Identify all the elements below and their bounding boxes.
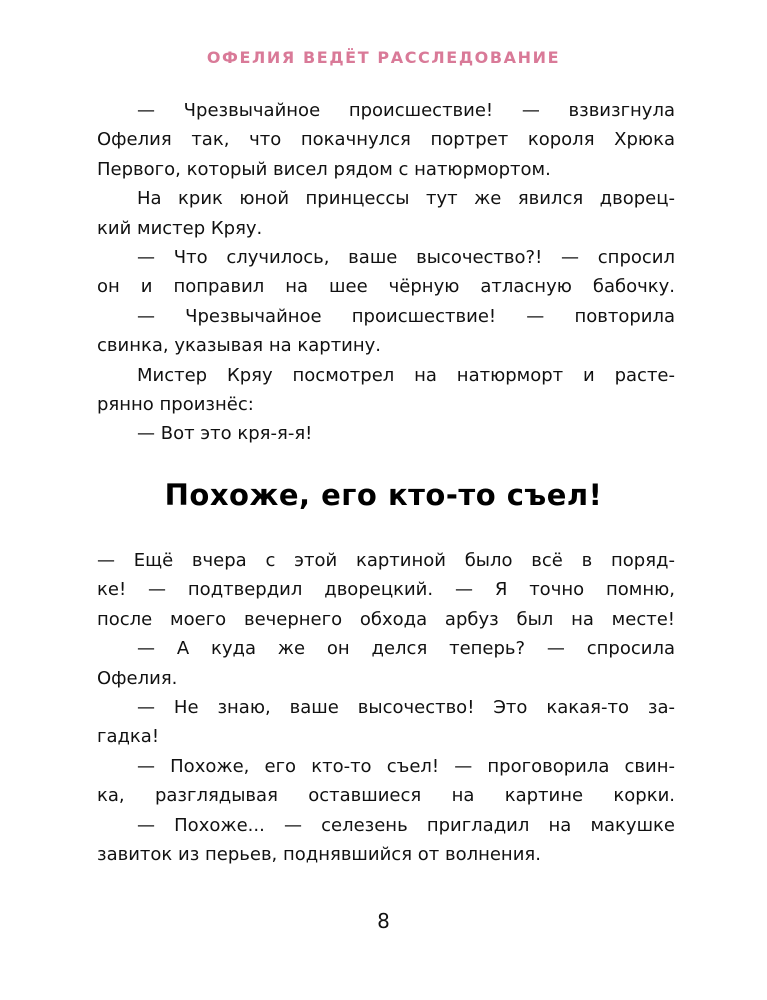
text-line: он и поправил на шее чёрную атласную бабочку. bbox=[97, 276, 675, 298]
text-line: Офелия. bbox=[97, 667, 178, 689]
text-line: свинка, указывая на картину. bbox=[97, 335, 382, 357]
text-line: — Что случилось, ваше высочество?! — спросил bbox=[137, 246, 675, 268]
text-line: кий мистер Кряу. bbox=[97, 217, 263, 239]
text-line: — Ещё вчера с этой картиной было всё в поряд- bbox=[97, 550, 675, 571]
page-number: 8 bbox=[377, 909, 390, 933]
text-line: На крик юной принцессы тут же явился дворец- bbox=[137, 188, 675, 210]
text-line: Офелия так, что покачнулся портрет короля Хрюка bbox=[97, 129, 675, 151]
text-line: Мистер Кряу посмотрел на натюрморт и расте- bbox=[137, 364, 675, 386]
text-line: — Вот это кря-я-я! bbox=[137, 423, 313, 445]
text-line: ке! — подтвердил дворецкий. — Я точно помню, bbox=[97, 579, 675, 601]
text-line: — Похоже... — селезень пригладил на макушке bbox=[137, 814, 675, 836]
text-line: — Чрезвычайное происшествие! — взвизгнула bbox=[137, 100, 675, 121]
text-section-1 bbox=[97, 96, 675, 449]
text-line: Первого, который висел рядом с натюрмортом. bbox=[97, 158, 551, 180]
text-line: гадка! bbox=[97, 726, 160, 748]
text-line: ка, разглядывая оставшиеся на картине корки. bbox=[97, 785, 675, 807]
text-line: — Не знаю, ваше высочество! Это какая-то за- bbox=[137, 696, 675, 718]
text-line: — Чрезвычайное происшествие! — повторила bbox=[137, 305, 675, 327]
text-line: рянно произнёс: bbox=[97, 393, 254, 415]
text-line: завиток из перьев, поднявшийся от волнения. bbox=[97, 843, 541, 865]
running-header: ОФЕЛИЯ ВЕДЁТ РАССЛЕДОВАНИЕ bbox=[206, 48, 561, 67]
text-line: после моего вечернего обхода арбуз был на месте! bbox=[97, 608, 675, 630]
text-section-2 bbox=[97, 546, 675, 869]
text-line: — А куда же он делся теперь? — спросила bbox=[137, 638, 675, 660]
chapter-heading: Похоже, его кто-то съел! bbox=[164, 478, 603, 512]
text-line: — Похоже, его кто-то съел! — проговорила свин- bbox=[137, 755, 675, 777]
